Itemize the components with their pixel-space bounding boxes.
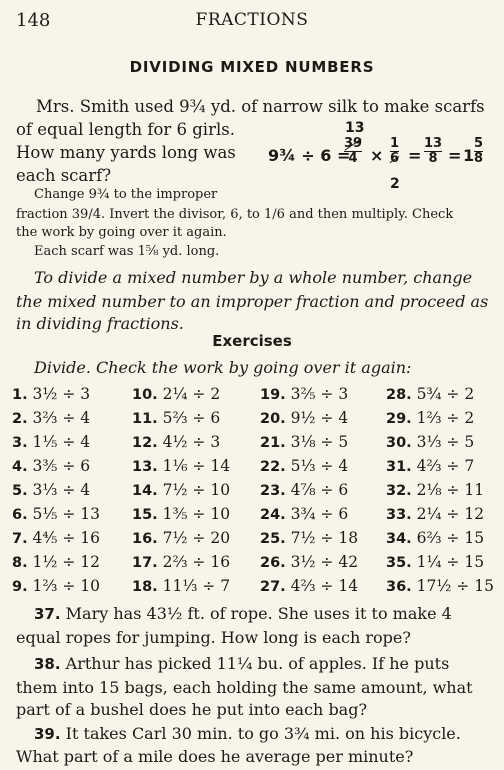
exercise-row bbox=[12, 433, 498, 457]
word-problem-39: 39. It takes Carl 30 min. to go 3¾ mi. on his bicycle. bbox=[34, 724, 461, 743]
page-header bbox=[14, 10, 490, 32]
word-problem-38-cont-2: part of a bushel does he put into each bag? bbox=[16, 700, 368, 719]
fraction-1-6: $\frac{1}{6}$ bbox=[390, 136, 400, 166]
intro-line-3: How many yards long was bbox=[16, 143, 236, 162]
section-title: DIVIDING MIXED NUMBERS bbox=[129, 58, 375, 76]
exercises-title: Exercises bbox=[212, 332, 292, 350]
exercise-item: 14. 7½ ÷ 10 bbox=[132, 481, 231, 499]
cancel-top: 13 bbox=[345, 120, 365, 136]
result-fraction: $\frac{5}{8}$ bbox=[474, 136, 484, 166]
exercise-item: 4. 3⅗ ÷ 6 bbox=[12, 457, 91, 475]
exercise-item: 8. 1½ ÷ 12 bbox=[12, 553, 100, 571]
worked-example-math bbox=[268, 120, 494, 200]
exercise-item: 24. 3¾ ÷ 6 bbox=[260, 505, 349, 523]
exercise-item: 28. 5¾ ÷ 2 bbox=[386, 385, 475, 403]
exercise-row bbox=[12, 457, 498, 481]
exercise-item: 25. 7½ ÷ 18 bbox=[260, 529, 359, 547]
exercise-item: 19. 3⅖ ÷ 3 bbox=[260, 385, 349, 403]
exercise-item: 12. 4½ ÷ 3 bbox=[132, 433, 221, 451]
exercise-item: 23. 4⅞ ÷ 6 bbox=[260, 481, 349, 499]
exercise-item: 3. 1⅕ ÷ 4 bbox=[12, 433, 91, 451]
exercise-item: 17. 2⅔ ÷ 16 bbox=[132, 553, 231, 571]
cancel-bottom: 2 bbox=[390, 176, 400, 192]
exercise-item: 10. 2¼ ÷ 2 bbox=[132, 385, 221, 403]
fraction-39-4: $\frac{39}{4}$ bbox=[344, 136, 363, 166]
exercise-item: 26. 3½ ÷ 42 bbox=[260, 553, 359, 571]
explain-line-1: Change 9¾ to the improper bbox=[34, 187, 218, 202]
running-title: FRACTIONS bbox=[195, 10, 309, 30]
exercise-item: 5. 3⅓ ÷ 4 bbox=[12, 481, 91, 499]
equals-1: = bbox=[408, 146, 422, 165]
exercise-row bbox=[12, 577, 498, 601]
exercise-row bbox=[12, 505, 498, 529]
intro-line-1: Mrs. Smith used 9¾ yd. of narrow silk to make scarfs bbox=[36, 97, 485, 116]
exercise-item: 6. 5⅕ ÷ 13 bbox=[12, 505, 100, 523]
exercise-item: 7. 4⅘ ÷ 16 bbox=[12, 529, 100, 547]
exercise-item: 36. 17½ ÷ 15 bbox=[386, 577, 494, 595]
exercise-item: 34. 6⅔ ÷ 15 bbox=[386, 529, 485, 547]
rule-line-3: in dividing fractions. bbox=[16, 314, 184, 333]
exercise-item: 30. 3⅓ ÷ 5 bbox=[386, 433, 475, 451]
exercise-item: 20. 9½ ÷ 4 bbox=[260, 409, 349, 427]
exercise-row bbox=[12, 553, 498, 577]
result-whole: 1 bbox=[463, 146, 475, 165]
exercise-item: 11. 5⅔ ÷ 6 bbox=[132, 409, 221, 427]
exercise-item: 9. 1⅔ ÷ 10 bbox=[12, 577, 100, 595]
exercise-item: 21. 3⅛ ÷ 5 bbox=[260, 433, 349, 451]
exercise-item: 32. 2⅛ ÷ 11 bbox=[386, 481, 485, 499]
exercise-item: 29. 1⅔ ÷ 2 bbox=[386, 409, 475, 427]
exercise-row bbox=[12, 385, 498, 409]
exercise-item: 15. 1⅗ ÷ 10 bbox=[132, 505, 231, 523]
exercise-row bbox=[12, 481, 498, 505]
rule-line-1: To divide a mixed number by a whole number, change bbox=[34, 268, 473, 287]
fraction-13-8: $\frac{13}{8}$ bbox=[424, 136, 443, 166]
exercise-item: 13. 1⅙ ÷ 14 bbox=[132, 457, 231, 475]
exercise-item: 1. 3½ ÷ 3 bbox=[12, 385, 91, 403]
equals-2: = bbox=[448, 146, 462, 165]
exercises-instructions: Divide. Check the work by going over it again: bbox=[34, 358, 412, 377]
exercise-item: 2. 3⅔ ÷ 4 bbox=[12, 409, 91, 427]
intro-line-4: each scarf? bbox=[16, 166, 112, 185]
exercise-item: 18. 11⅓ ÷ 7 bbox=[132, 577, 231, 595]
times-sign: × bbox=[370, 146, 384, 165]
exercise-row bbox=[12, 409, 498, 433]
exercise-item: 22. 5⅓ ÷ 4 bbox=[260, 457, 349, 475]
explain-line-3: the work by going over it again. bbox=[16, 225, 227, 240]
math-lhs: 9¾ ÷ 6 = bbox=[268, 146, 351, 165]
page-number: 148 bbox=[16, 10, 51, 31]
exercise-item: 16. 7½ ÷ 20 bbox=[132, 529, 231, 547]
word-problem-37: 37. Mary has 43½ ft. of rope. She uses it to make 4 bbox=[34, 604, 452, 623]
explain-line-2: fraction 39/4. Invert the divisor, 6, to 1/6 and then multiply. Check bbox=[16, 207, 454, 222]
exercise-item: 33. 2¼ ÷ 12 bbox=[386, 505, 485, 523]
explain-line-4: Each scarf was 1⅝ yd. long. bbox=[34, 244, 220, 259]
intro-line-2: of equal length for 6 girls. bbox=[16, 120, 235, 139]
exercise-item: 27. 4⅔ ÷ 14 bbox=[260, 577, 359, 595]
exercise-item: 31. 4⅔ ÷ 7 bbox=[386, 457, 475, 475]
word-problem-37-cont: equal ropes for jumping. How long is each rope? bbox=[16, 628, 411, 647]
word-problem-38: 38. Arthur has picked 11¼ bu. of apples. If he puts bbox=[34, 654, 450, 673]
exercise-row bbox=[12, 529, 498, 553]
rule-line-2: the mixed number to an improper fraction and proceed as bbox=[16, 292, 489, 311]
word-problem-38-cont-1: them into 15 bags, each holding the same amount, what bbox=[16, 678, 473, 697]
word-problem-39-cont: What part of a mile does he average per minute? bbox=[16, 747, 414, 766]
exercise-item: 35. 1¼ ÷ 15 bbox=[386, 553, 485, 571]
